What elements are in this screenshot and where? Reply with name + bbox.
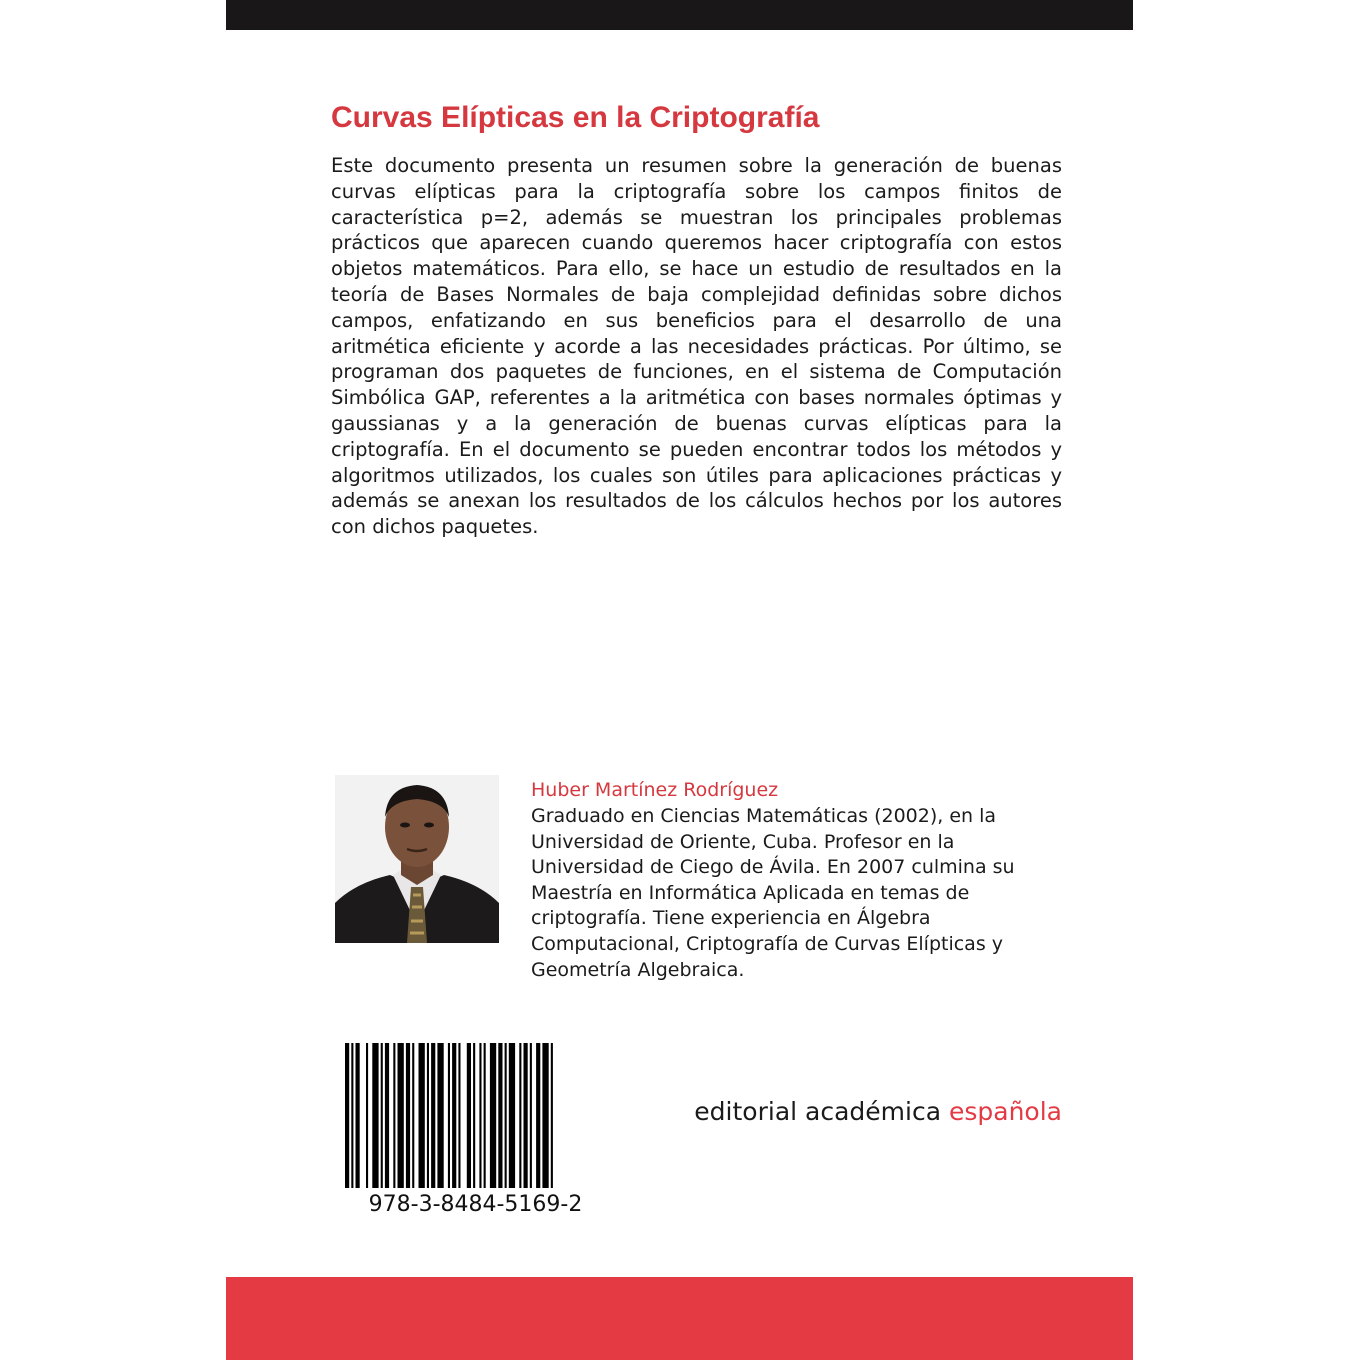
barcode-bar	[509, 1043, 515, 1188]
barcode-bar	[381, 1043, 383, 1188]
author-name: Huber Martínez Rodríguez	[531, 779, 779, 801]
barcode-bar	[398, 1043, 404, 1188]
barcode-bar	[448, 1043, 450, 1188]
publisher-logo	[662, 1095, 1062, 1129]
barcode-bar	[393, 1043, 395, 1188]
barcode-bar	[452, 1043, 456, 1188]
barcode-bar	[372, 1043, 378, 1188]
barcode-bar	[351, 1043, 353, 1188]
top-band	[226, 0, 1133, 30]
barcode-bar	[490, 1043, 496, 1188]
barcode-bar	[530, 1043, 532, 1188]
barcode-bar	[484, 1043, 486, 1188]
barcode-bar	[473, 1043, 475, 1188]
barcode-bar	[542, 1043, 548, 1188]
barcode-bar	[419, 1043, 425, 1188]
barcode-bar	[437, 1043, 443, 1188]
publisher-name-part1: editorial académica	[694, 1097, 942, 1126]
barcode-bar	[431, 1043, 435, 1188]
barcode-bar	[345, 1043, 349, 1188]
book-back-cover	[226, 0, 1133, 1360]
barcode-bar	[524, 1043, 528, 1188]
isbn-number: 978-3-8484-5169-2	[368, 1192, 583, 1217]
barcode-bar	[519, 1043, 521, 1188]
book-title: Curvas Elípticas en la Criptografía	[331, 101, 820, 134]
barcode-bar	[467, 1043, 471, 1188]
barcode-bar	[406, 1043, 410, 1188]
barcode-bar	[427, 1043, 429, 1188]
isbn-barcode	[343, 1043, 608, 1188]
barcode-bar	[536, 1043, 540, 1188]
book-abstract: Este documento presenta un resumen sobre la generación de buenas curvas elípticas para la criptografía sobre los campos finitos de característica p=2, además se muestran los principales problemas prácticos que aparecen cuando queremos hacer criptografía con estos objetos matemáticos. Para ello, se hace un estudio de resultados en la teoría de Bases Normales de baja complejidad definidas sobre dichos campos, enfatizando en sus beneficios para el desarrollo de una aritmética eficiente y acorde a las necesidades prácticas. Por último, se programan dos paquetes de funciones, en el sistema de Computación Simbólica GAP, referentes a la aritmética con bases normales óptimas y gaussianas y a la generación de buenas curvas elípticas para la criptografía. En el documento se pueden encontrar todos los métodos y algoritmos utilizados, los cuales son útiles para aplicaciones prácticas y además se anexan los resultados de los cálculos hechos por los autores con dichos paquetes.	[331, 154, 1062, 539]
author-photo	[335, 775, 499, 943]
barcode-bar	[458, 1043, 460, 1188]
barcode-bar	[356, 1043, 360, 1188]
barcode-bar	[366, 1043, 368, 1188]
publisher-name-part2: española	[948, 1097, 1062, 1126]
bottom-band	[226, 1277, 1133, 1360]
barcode-bar	[498, 1043, 502, 1188]
barcode-bar	[412, 1043, 414, 1188]
barcode-bar	[479, 1043, 481, 1188]
author-bio: Graduado en Ciencias Matemáticas (2002), en la Universidad de Oriente, Cuba. Profesor en la Universidad de Ciego de Ávila. En 2007 culmina su Maestría en Informática Aplicada en temas de criptografía. Tiene experiencia en Álgebra Computacional, Criptografía de Curvas Elípticas y Geometría Algebraica.	[531, 805, 1015, 981]
barcode-bar	[505, 1043, 507, 1188]
barcode-bar	[551, 1043, 553, 1188]
barcode-bar	[385, 1043, 389, 1188]
